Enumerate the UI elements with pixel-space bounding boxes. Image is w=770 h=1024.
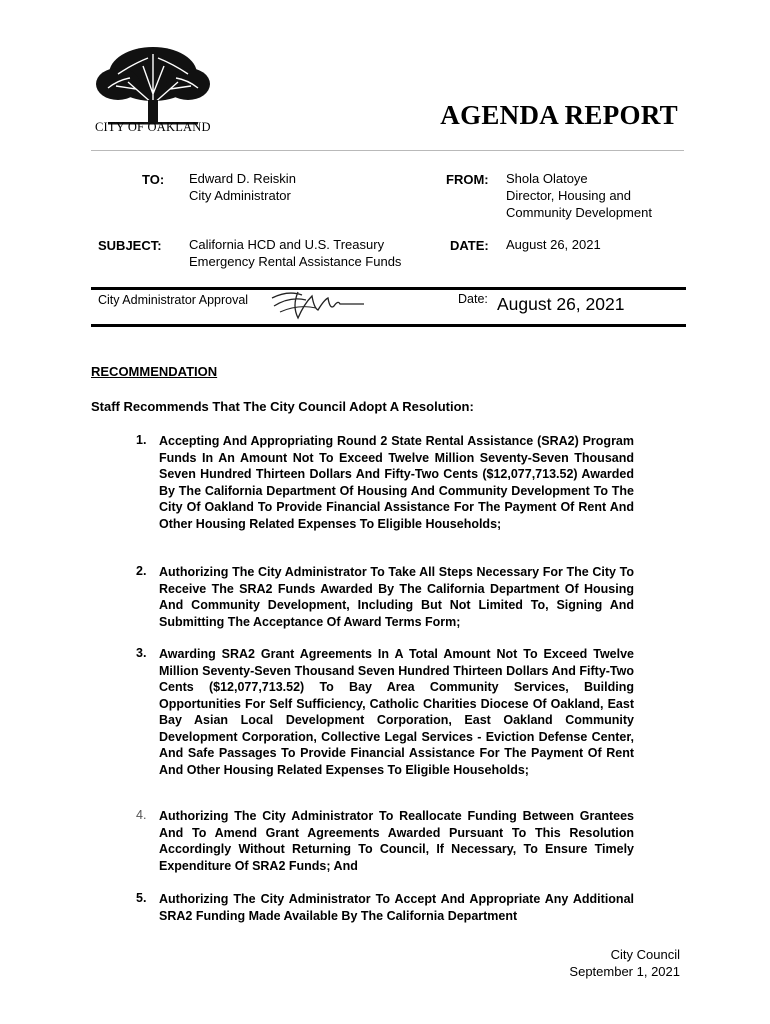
approval-bottom-rule [91, 324, 686, 327]
recommendation-intro: Staff Recommends That The City Council Adopt A Resolution: [91, 399, 474, 414]
approval-top-rule [91, 287, 686, 290]
list-item: Authorizing The City Administrator To Reallocate Funding Between Grantees And To Amend Grant Agreements Awarded Pursuant To This Resolution Accordingly Without Returning To Council, If Necessary, To Ensure Timely Expenditure Of SRA2 Funds; And [159, 809, 634, 873]
list-item-number: 4. [136, 808, 147, 822]
city-of-oakland-logo-text: CITY OF OAKLAND [95, 120, 211, 134]
list-item: Authorizing The City Administrator To Accept And Appropriate Any Additional SRA2 Funding Made Available By The California Department [159, 892, 634, 923]
subject-line1: California HCD and U.S. Treasury [189, 237, 385, 252]
subject-line2: Emergency Rental Assistance Funds [189, 254, 402, 269]
to-label: TO: [142, 172, 165, 187]
to-name: Edward D. Reiskin [189, 171, 296, 186]
list-item: Awarding SRA2 Grant Agreements In A Total Amount Not To Exceed Twelve Million Seventy-Seven Thousand Seven Hundred Thirteen Dollars And Fifty-Two Cents ($12,077,713.52) To Bay Area Community Services, Building Opportunities For Self Sufficiency, Catholic Charities Diocese Of Oakland, East Bay Asian Local Development Corporation, East Oakland Community Development Corporation, Collective Legal Services - Eviction Defense Center, And Safe Passages To Provide Financial Assistance For The Payment Of Rent And Other Housing Related Expenses To Eligible Households; [159, 647, 634, 777]
signature-icon [268, 286, 368, 322]
from-name: Shola Olatoye [506, 171, 588, 186]
approval-date-value: August 26, 2021 [497, 294, 625, 314]
footer-meeting-date: September 1, 2021 [569, 964, 680, 979]
from-title-line2: Community Development [506, 205, 652, 220]
approval-date-label: Date: [458, 292, 488, 306]
recommendation-heading: RECOMMENDATION [91, 364, 218, 379]
list-item-number: 1. [136, 433, 147, 447]
footer-meeting-body: City Council [610, 947, 680, 962]
approval-label: City Administrator Approval [98, 293, 249, 307]
to-title: City Administrator [189, 188, 291, 203]
date-value: August 26, 2021 [506, 237, 601, 252]
from-label: FROM: [446, 172, 489, 187]
list-item-number: 2. [136, 564, 147, 578]
subject-label: SUBJECT: [98, 238, 162, 253]
from-title-line1: Director, Housing and [506, 188, 632, 203]
footer [569, 946, 680, 980]
page-title: AGENDA REPORT [440, 100, 678, 130]
list-item: Authorizing The City Administrator To Take All Steps Necessary For The City To Receive The SRA2 Funds Awarded By The California Department Of Housing And Community Development, Including But Not Limited To, Signing And Submitting The Acceptance Of Award Terms Form; [159, 565, 634, 629]
list-item-number: 5. [136, 891, 147, 905]
list-item: Accepting And Appropriating Round 2 State Rental Assistance (SRA2) Program Funds In An Amount Not To Exceed Twelve Million Seventy-Seven Thousand Seven Hundred Thirteen Dollars And Fifty-Two Cents ($12,077,713.52) Awarded By The California Department Of Housing And Community Development To The City Of Oakland To Provide Financial Assistance For The Payment Of Rent And Other Housing Related Expenses To Eligible Households; [159, 434, 634, 531]
list-item-number: 3. [136, 646, 147, 660]
header-divider [91, 150, 684, 151]
date-label: DATE: [450, 238, 489, 253]
